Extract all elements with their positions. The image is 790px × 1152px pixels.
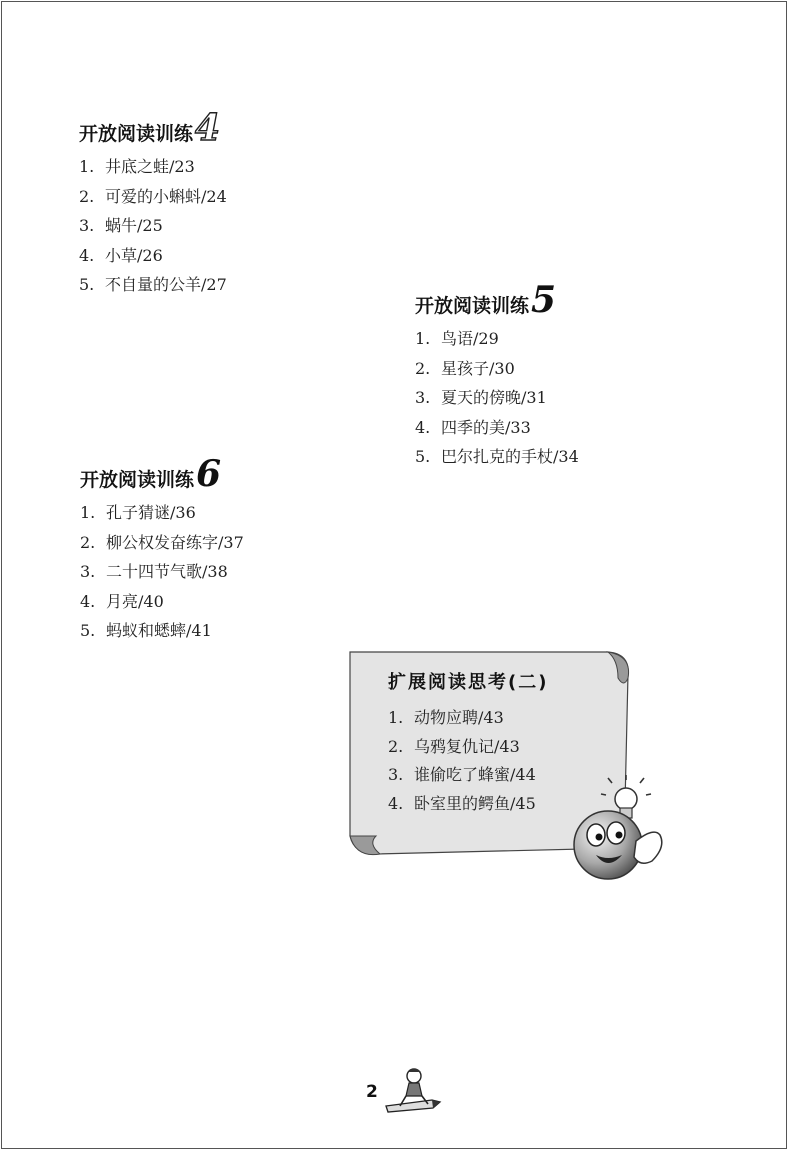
section-title	[79, 106, 227, 149]
toc-list	[79, 152, 227, 300]
toc-item[interactable]: 3. 二十四节气歌/38	[80, 562, 228, 581]
page-number: 2	[366, 1082, 378, 1102]
toc-item[interactable]: 4. 月亮/40	[80, 591, 164, 611]
section-title-text: 开放阅读训练	[80, 469, 195, 491]
toc-list	[388, 704, 548, 818]
toc-item[interactable]: 3. 夏天的傍晚/31	[415, 388, 547, 407]
toc-item[interactable]: 2. 可爱的小蝌蚪/24	[79, 186, 227, 206]
toc-item[interactable]: 2. 星孩子/30	[415, 358, 515, 378]
toc-item[interactable]: 3. 谁偷吃了蜂蜜/44	[388, 765, 536, 784]
toc-item[interactable]: 1. 井底之蛙/23	[79, 157, 195, 176]
toc-list	[415, 324, 579, 472]
section-training-6	[80, 452, 244, 646]
smiley-mascot-icon	[568, 775, 668, 883]
section-number: 4	[195, 107, 221, 149]
section-number: 6	[196, 453, 222, 495]
toc-item[interactable]: 3. 蜗牛/25	[79, 216, 163, 235]
toc-item[interactable]: 1. 动物应聘/43	[388, 708, 504, 727]
toc-item[interactable]: 5. 蚂蚁和蟋蟀/41	[80, 621, 212, 640]
section-title	[415, 278, 579, 321]
section-training-4	[79, 106, 227, 300]
toc-list	[80, 498, 244, 646]
toc-item[interactable]: 4. 小草/26	[79, 245, 163, 265]
toc-item[interactable]: 1. 孔子猜谜/36	[80, 503, 196, 522]
pencil-rider-icon	[384, 1066, 444, 1118]
toc-item[interactable]: 1. 鸟语/29	[415, 329, 499, 348]
section-title	[80, 452, 244, 495]
toc-item[interactable]: 5. 巴尔扎克的手杖/34	[415, 447, 579, 466]
toc-item[interactable]: 4. 卧室里的鳄鱼/45	[388, 793, 536, 813]
section-title-text: 开放阅读训练	[415, 295, 530, 317]
section-number: 5	[531, 279, 557, 321]
extended-title: 扩展阅读思考(二)	[388, 672, 549, 693]
section-title-text: 开放阅读训练	[79, 123, 194, 145]
toc-item[interactable]: 2. 乌鸦复仇记/43	[388, 736, 520, 756]
section-training-5	[415, 278, 579, 472]
toc-item[interactable]: 2. 柳公权发奋练字/37	[80, 532, 244, 552]
toc-item[interactable]: 4. 四季的美/33	[415, 417, 531, 437]
scroll-content	[388, 668, 548, 818]
toc-item[interactable]: 5. 不自量的公羊/27	[79, 275, 227, 294]
